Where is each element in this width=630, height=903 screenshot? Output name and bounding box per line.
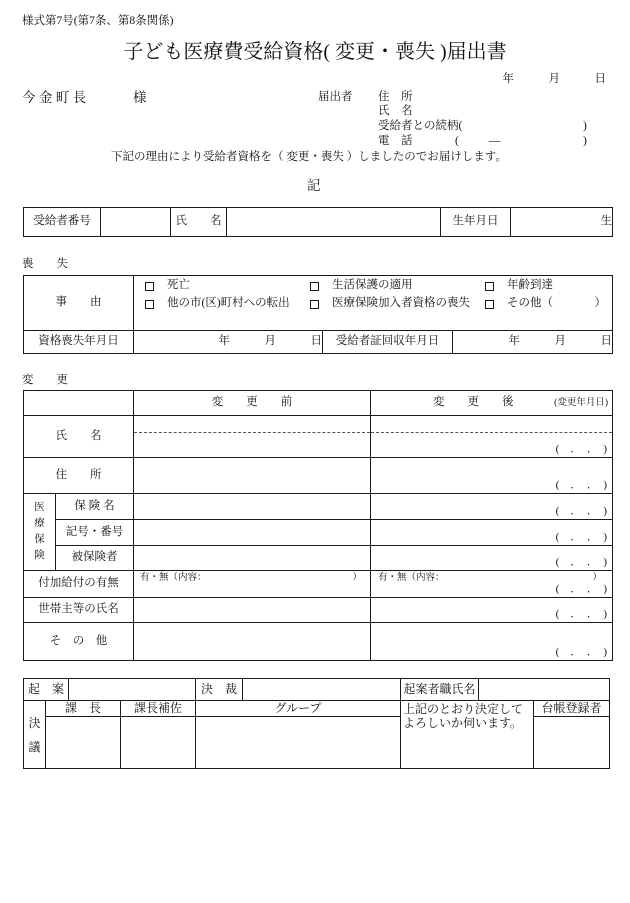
- householder-after-field[interactable]: [371, 598, 613, 623]
- death-checkbox[interactable]: [145, 282, 154, 291]
- furigana-divider: [134, 432, 370, 433]
- name-after-field[interactable]: [371, 416, 613, 458]
- after-header: [371, 391, 613, 416]
- addressee-name: 今 金 町 長: [22, 90, 87, 105]
- benefit-choice-text: 有・無（内容：: [140, 573, 207, 583]
- loss-section-heading: 喪 失: [22, 258, 68, 270]
- insured-before-field[interactable]: [134, 546, 371, 571]
- approval-row-draft: [24, 679, 610, 701]
- group-stamp[interactable]: [196, 717, 401, 769]
- note-heading: 記: [307, 178, 321, 193]
- death-label: 死亡: [167, 279, 190, 292]
- reason-options-cell: [134, 276, 613, 331]
- approval-request-line-2: よろしいか伺います。: [403, 716, 523, 730]
- recipient-table: [23, 207, 613, 237]
- other-label: その他（: [507, 297, 553, 310]
- address-before-field[interactable]: [134, 458, 371, 494]
- change-row-insured: [24, 546, 613, 571]
- section-chief-stamp[interactable]: [46, 717, 121, 769]
- symbol-number-label: 記号・番号: [56, 520, 134, 546]
- card-return-label: 受給者証回収年月日: [323, 331, 453, 354]
- applicant-address-label: 住 所: [378, 91, 413, 103]
- moved-out-label: 他の市(区)町村への転出: [167, 297, 290, 310]
- insurance-loss-label: 医療保険加入者資格の喪失: [332, 297, 470, 310]
- approval-request-line-1: 上記のとおり決定して: [403, 702, 524, 716]
- ledger-registrar-label: 台帳登録者: [534, 701, 610, 717]
- change-row-insurance-name: [24, 494, 613, 520]
- reason-label: 事 由: [24, 276, 134, 331]
- approval-table: [23, 678, 610, 769]
- insurance-group-label: [24, 494, 56, 571]
- householder-name-label: 世帯主等の氏名: [24, 598, 134, 623]
- reason-option-death[interactable]: [145, 279, 310, 292]
- furigana-divider: [371, 432, 612, 433]
- insurance-name-change-date[interactable]: ( ． ． ): [555, 505, 607, 517]
- other-close-paren: ）: [594, 297, 607, 310]
- reason-row: [24, 276, 613, 331]
- change-row-symbol-number: [24, 520, 613, 546]
- age-limit-checkbox[interactable]: [485, 282, 494, 291]
- change-row-other: [24, 623, 613, 661]
- name-label: 氏 名: [24, 416, 134, 458]
- address-change-date[interactable]: ( ． ． ): [555, 479, 607, 491]
- applicant-label: 届出者: [318, 91, 353, 103]
- additional-benefit-label: 付加給付の有無: [24, 571, 134, 598]
- recipient-number-field[interactable]: [101, 208, 171, 237]
- insurance-name-after-field[interactable]: [371, 494, 613, 520]
- change-row-additional-benefit: [24, 571, 613, 598]
- benefit-choice-text: 有・無（内容：: [378, 573, 445, 583]
- insurance-loss-checkbox[interactable]: [310, 300, 319, 309]
- symbol-number-change-date[interactable]: ( ． ． ): [555, 531, 607, 543]
- drafted-label: 起 案: [24, 679, 69, 701]
- other-label: そ の 他: [24, 623, 134, 661]
- reason-option-welfare[interactable]: [310, 279, 485, 292]
- approval-row-headers: [24, 701, 610, 717]
- benefit-close-paren: ）: [592, 573, 602, 583]
- phone-close: ): [583, 135, 587, 147]
- change-section-heading: 変 更: [22, 374, 68, 386]
- other-before-field[interactable]: [134, 623, 371, 661]
- change-row-householder: [24, 598, 613, 623]
- section-chief-label: 課 長: [46, 701, 121, 717]
- card-return-date-field[interactable]: 年 月 日: [453, 331, 613, 354]
- address-after-field[interactable]: [371, 458, 613, 494]
- change-table: [23, 390, 613, 661]
- loss-table: [23, 275, 613, 354]
- phone-label: 電 話: [378, 135, 413, 147]
- householder-before-field[interactable]: [134, 598, 371, 623]
- insurance-name-before-field[interactable]: [134, 494, 371, 520]
- other-checkbox[interactable]: [485, 300, 494, 309]
- loss-date-label: 資格喪失年月日: [24, 331, 134, 354]
- deputy-chief-label: 課長補佐: [121, 701, 196, 717]
- decided-date-field[interactable]: [243, 679, 401, 701]
- recipient-row: [24, 208, 613, 237]
- welfare-label: 生活保護の適用: [332, 279, 413, 292]
- reason-option-insurance-loss[interactable]: [310, 297, 485, 310]
- drafted-date-field[interactable]: [69, 679, 196, 701]
- birth-date-field[interactable]: [511, 208, 613, 237]
- age-limit-label: 年齢到達: [507, 279, 553, 292]
- insured-label: 被保険者: [56, 546, 134, 571]
- benefit-choice-after: [378, 573, 602, 583]
- change-header-blank: [24, 391, 134, 416]
- approval-request-text: [401, 701, 534, 769]
- applicant-name-label: 氏 名: [378, 105, 413, 117]
- birth-date-suffix: 生: [600, 215, 612, 228]
- deputy-chief-stamp[interactable]: [121, 717, 196, 769]
- name-before-field[interactable]: [134, 416, 371, 458]
- drafter-label: 起案者職氏名: [401, 679, 479, 701]
- moved-out-checkbox[interactable]: [145, 300, 154, 309]
- insurance-name-label: 保 険 名: [56, 494, 134, 520]
- change-row-name: [24, 416, 613, 458]
- decided-label: 決 裁: [196, 679, 243, 701]
- recipient-number-label: 受給者番号: [24, 208, 101, 237]
- address-label: 住 所: [24, 458, 134, 494]
- reason-option-other[interactable]: [485, 297, 608, 310]
- other-change-date[interactable]: ( ． ． ): [555, 646, 607, 658]
- resolution-text: 決議: [28, 715, 41, 754]
- benefit-close-paren: ）: [352, 573, 362, 583]
- insurance-group-text: 医療保険: [34, 502, 45, 561]
- form-title: 子ども医療費受給資格( 変更・喪失 )届出書: [123, 41, 507, 63]
- change-header-row: [24, 391, 613, 416]
- symbol-number-after-field[interactable]: [371, 520, 613, 546]
- submission-date[interactable]: 年 月 日: [502, 73, 606, 85]
- loss-date-row: [24, 331, 613, 354]
- change-date-header: (変更年月日): [554, 397, 608, 408]
- benefit-choice-before: [140, 573, 362, 583]
- phone-open: (: [455, 135, 459, 147]
- phone-dash: ―: [489, 135, 501, 147]
- recipient-name-label: 氏 名: [171, 208, 227, 237]
- loss-date-field[interactable]: 年 月 日: [134, 331, 323, 354]
- group-label: グループ: [196, 701, 401, 717]
- after-header-label: 変 更 後: [433, 396, 514, 409]
- welfare-checkbox[interactable]: [310, 282, 319, 291]
- name-change-date[interactable]: ( ． ． ): [555, 443, 607, 455]
- relation-label: 受給者との続柄(: [378, 120, 463, 132]
- symbol-number-before-field[interactable]: [134, 520, 371, 546]
- recipient-name-field[interactable]: [227, 208, 441, 237]
- householder-change-date[interactable]: ( ． ． ): [555, 608, 607, 620]
- before-header: 変 更 前: [134, 391, 371, 416]
- change-row-address: [24, 458, 613, 494]
- relation-close: ): [583, 120, 587, 132]
- addressee-honorific: 様: [133, 90, 147, 105]
- drafter-name-field[interactable]: [479, 679, 610, 701]
- insured-change-date[interactable]: ( ． ． ): [555, 556, 607, 568]
- resolution-label: [24, 701, 46, 769]
- reason-option-age-limit[interactable]: [485, 279, 608, 292]
- form-number: 様式第7号(第7条、第8条関係): [22, 15, 174, 27]
- statement: 下記の理由により受給者資格を（ 変更・喪失 ）しましたのでお届けします。: [111, 151, 507, 163]
- other-after-field[interactable]: [371, 623, 613, 661]
- reason-options: [145, 277, 608, 313]
- additional-benefit-before-field[interactable]: [134, 571, 371, 598]
- reason-option-moved-out[interactable]: [145, 297, 310, 310]
- insured-after-field[interactable]: [371, 546, 613, 571]
- additional-benefit-change-date[interactable]: ( ． ． ): [555, 583, 607, 595]
- additional-benefit-after-field[interactable]: [371, 571, 613, 598]
- birth-date-label: 生年月日: [441, 208, 511, 237]
- ledger-registrar-stamp[interactable]: [534, 717, 610, 769]
